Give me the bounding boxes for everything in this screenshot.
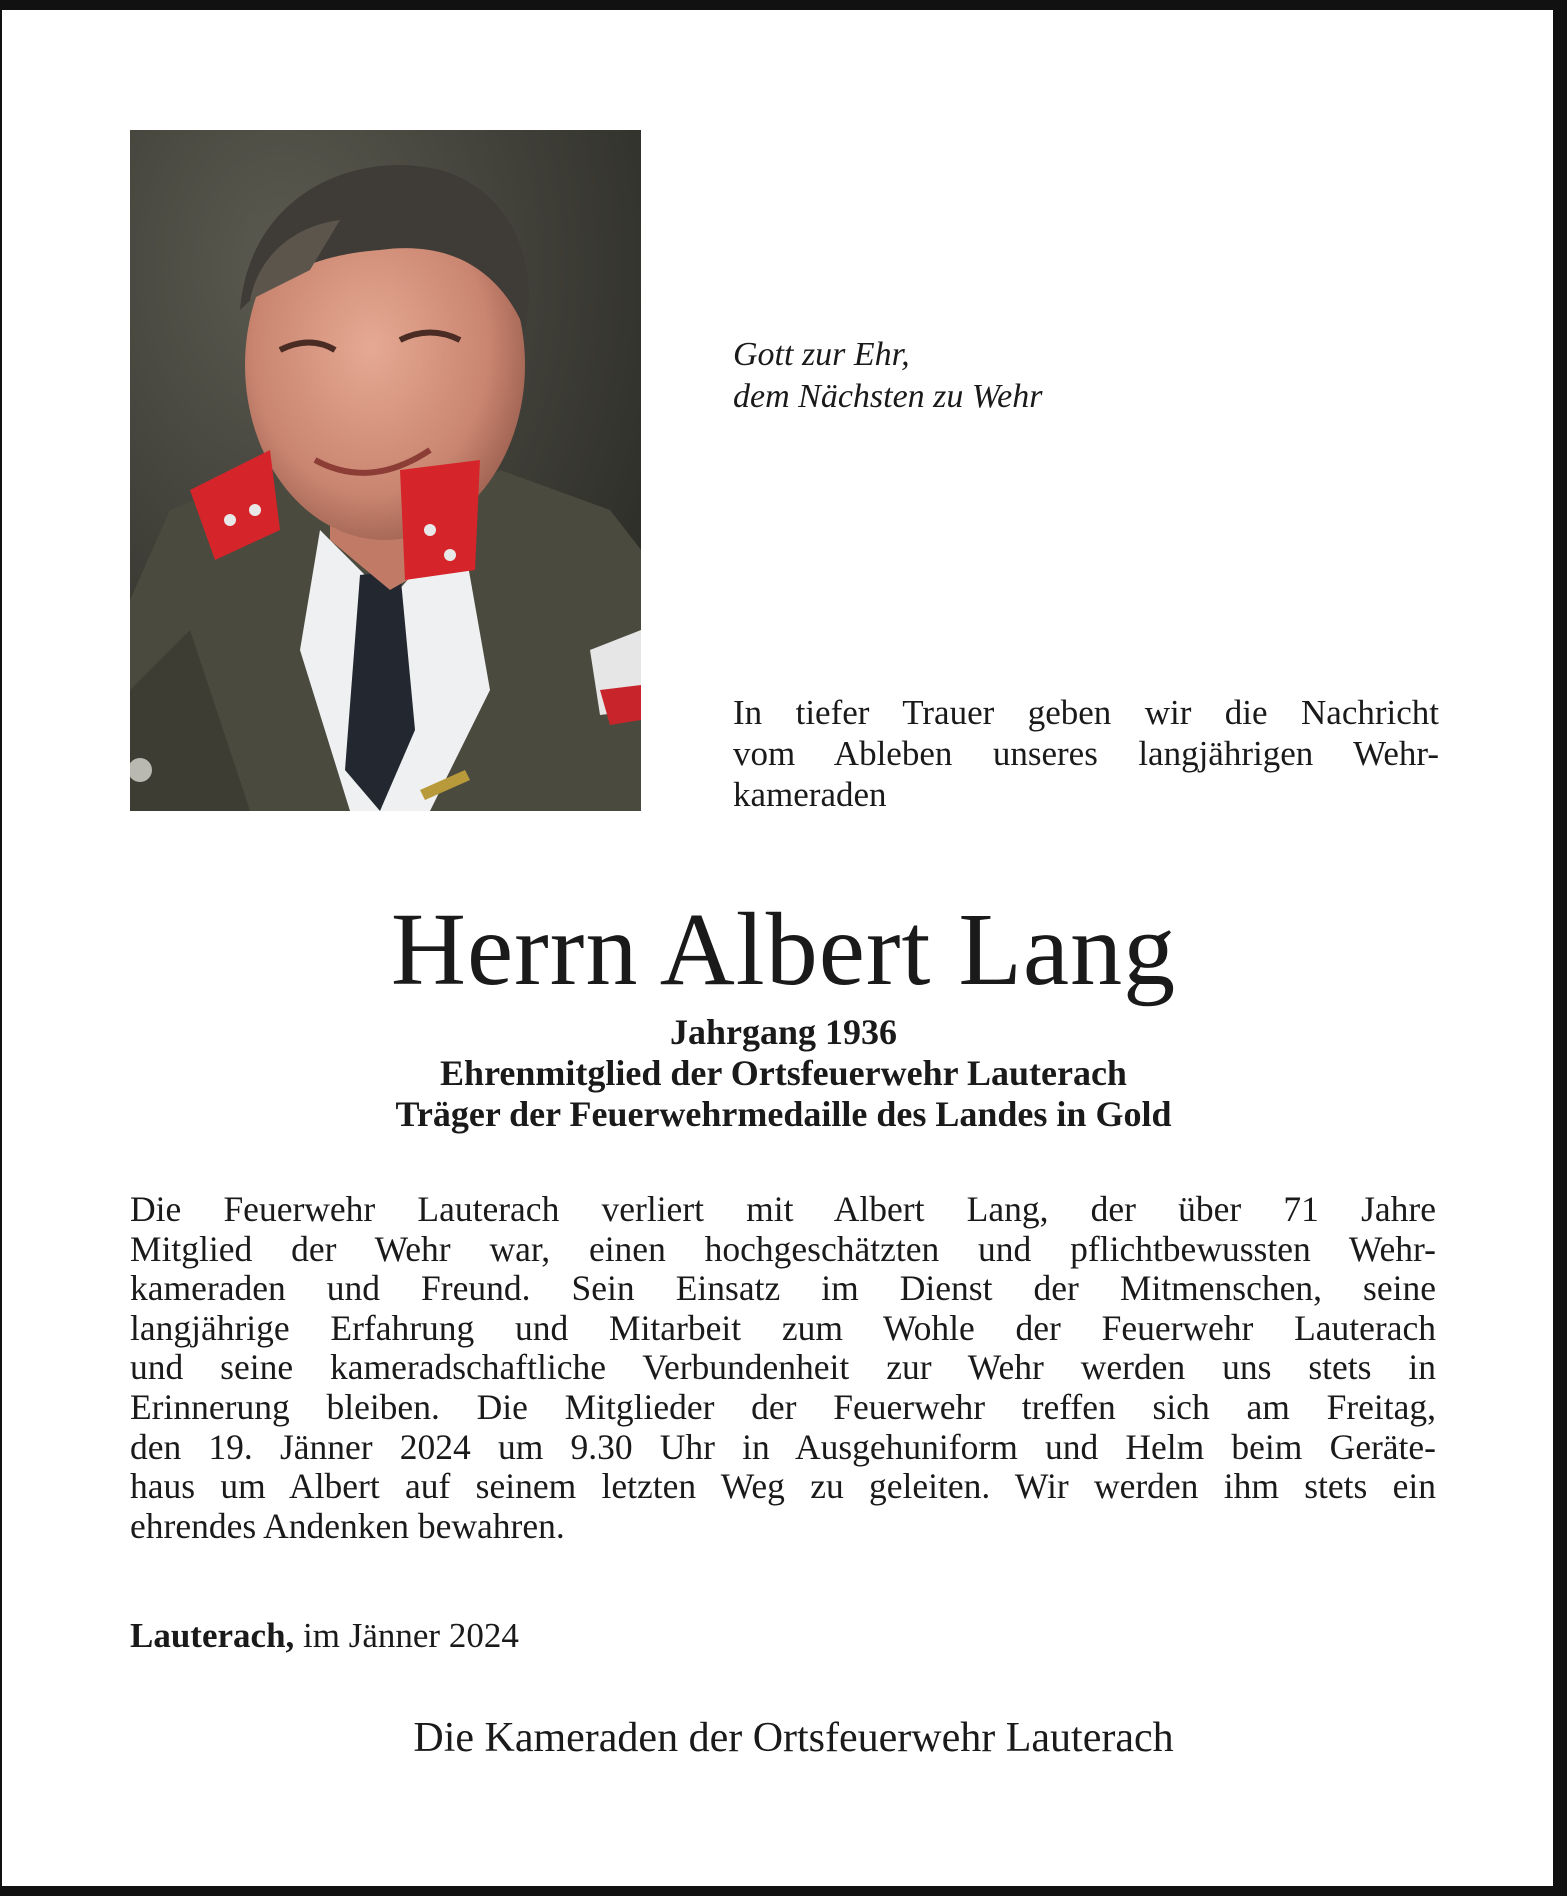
intro-text <box>733 692 1439 815</box>
motto-line-1: Gott zur Ehr, <box>733 336 910 373</box>
body-line: Erinnerung bleiben. Die Mitglieder der Feuerwehr treffen sich am Freitag, <box>130 1386 1436 1427</box>
intro-line-3: kameraden <box>733 775 887 814</box>
portrait-photo <box>130 130 641 811</box>
place-date-text: im Jänner 2024 <box>303 1616 519 1655</box>
honor-line-birth-year: Jahrgang 1936 <box>669 1012 898 1052</box>
motto <box>733 334 1042 418</box>
deceased-name: Herrn Albert Lang <box>390 892 1177 1007</box>
body-line: Die Feuerwehr Lauterach verliert mit Albert Lang, der über 71 Jahre <box>130 1189 1436 1229</box>
honor-line-membership: Ehrenmitglied der Ortsfeuerwehr Lauterach <box>440 1053 1127 1093</box>
motto-line-2: dem Nächsten zu Wehr <box>733 378 1043 415</box>
honor-line-medal: Träger der Feuerwehrmedaille des Landes in Gold <box>395 1094 1172 1134</box>
place-town: Lauterach, <box>130 1616 295 1655</box>
honors-block <box>0 1012 1567 1135</box>
body-line: den 19. Jänner 2024 um 9.30 Uhr in Ausgehuniform und Helm beim Geräte- <box>130 1426 1436 1467</box>
body-line: haus um Albert auf seinem letzten Weg zu geleiten. Wir werden ihm stets ein <box>130 1466 1436 1507</box>
intro-line-2: vom Ableben unseres langjährigen Wehr- <box>733 734 1439 773</box>
obituary-body <box>130 1190 1436 1546</box>
body-line: langjährige Erfahrung und Mitarbeit zum Wohle der Feuerwehr Lauterach <box>130 1307 1436 1348</box>
signature: Die Kameraden der Ortsfeuerwehr Lauterach <box>413 1715 1174 1761</box>
body-line: kameraden und Freund. Sein Einsatz im Dienst der Mitmenschen, seine <box>130 1268 1436 1309</box>
body-line: ehrendes Andenken bewahren. <box>130 1505 565 1546</box>
body-line: Mitglied der Wehr war, einen hochgeschätzten und pflichtbewussten Wehr- <box>130 1228 1436 1269</box>
body-line: und seine kameradschaftliche Verbundenheit zur Wehr werden uns stets in <box>130 1347 1436 1388</box>
intro-line-1: In tiefer Trauer geben wir die Nachricht <box>733 693 1439 732</box>
place-date <box>130 1616 519 1656</box>
portrait-illustration <box>130 130 641 811</box>
